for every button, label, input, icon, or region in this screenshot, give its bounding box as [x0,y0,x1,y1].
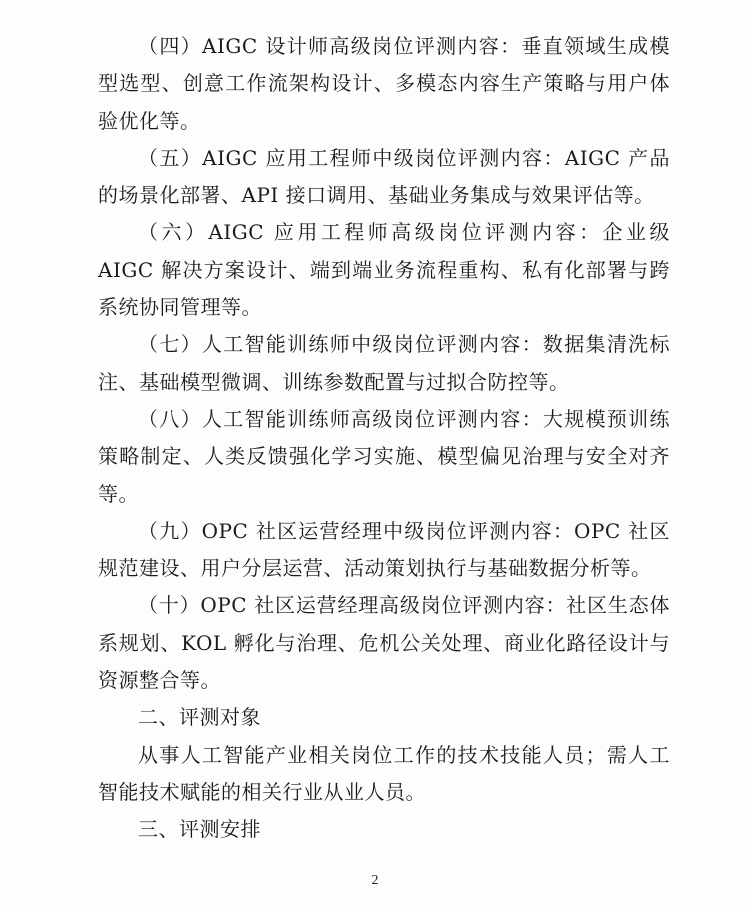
paragraph-item-4: （四）AIGC 设计师高级岗位评测内容：垂直领域生成模型选型、创意工作流架构设计、多模态内容生产策略与用户体验优化等。 [98,34,670,133]
paragraph-item-7: （七）人工智能训练师中级岗位评测内容：数据集清洗标注、基础模型微调、训练参数配置与过拟合防控等。 [98,332,670,394]
section-heading-evaluation-target: 二、评测对象 [138,705,261,730]
document-body [98,28,670,849]
paragraph-item-10: （十）OPC 社区运营经理高级岗位评测内容：社区生态体系规划、KOL 孵化与治理、危机公关处理、商业化路径设计与资源整合等。 [98,593,670,693]
page-number: 2 [371,873,379,888]
section-body-evaluation-target: 从事人工智能产业相关岗位工作的技术技能人员；需人工智能技术赋能的相关行业从业人员。 [98,742,670,804]
paragraph-item-8: （八）人工智能训练师高级岗位评测内容：大规模预训练策略制定、人类反馈强化学习实施、模型偏见治理与安全对齐等。 [98,406,670,506]
paragraph-item-9: （九）OPC 社区运营经理中级岗位评测内容：OPC 社区规范建设、用户分层运营、活动策划执行与基础数据分析等。 [98,518,670,581]
section-heading-evaluation-arrangement: 三、评测安排 [138,817,261,842]
paragraph-item-6: （六）AIGC 应用工程师高级岗位评测内容：企业级 AIGC 解决方案设计、端到端业务流程重构、私有化部署与跨系统协同管理等。 [98,220,670,320]
paragraph-item-5: （五）AIGC 应用工程师中级岗位评测内容：AIGC 产品的场景化部署、API 接口调用、基础业务集成与效果评估等。 [98,145,670,208]
